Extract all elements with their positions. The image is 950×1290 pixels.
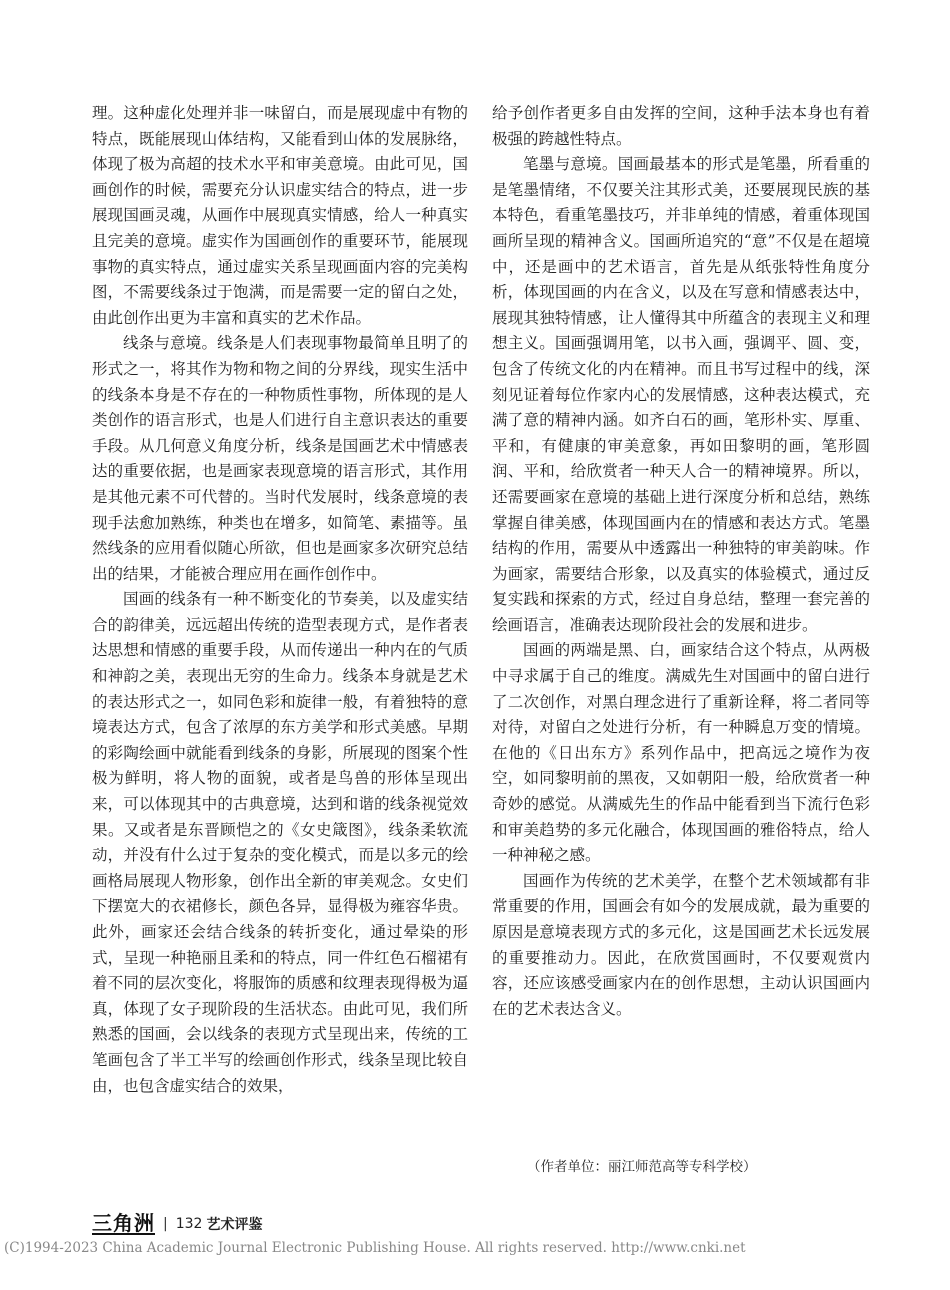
journal-logo: 三角洲	[92, 1211, 155, 1235]
right-column	[492, 101, 870, 1022]
author-affiliation: （作者单位：丽江师范高等专科学校）	[527, 1159, 757, 1175]
left-paragraph-3: 国画的线条有一种不断变化的节奏美，以及虚实结合的韵律美，远远超出传统的造型表现方式，是作者表达思想和情感的重要手段，从而传递出一种内在的气质和神韵之美，表现出无穷的生命力。线条本身就是艺术的表达形式之一，如同色彩和旋律一般，有着独特的意境表达方式，包含了浓厚的东方美学和形式美感。早期的彩陶绘画中就能看到线条的身影，所展现的图案个性极为鲜明，将人物的面貌，或者是鸟兽的形体呈现出来，可以体现其中的古典意境，达到和谐的线条视觉效果。又或者是东晋顾恺之的《女史箴图》，线条柔软流动，并没有什么过于复杂的变化模式，而是以多元的绘画格局展现人物形象，创作出全新的审美观念。女史们下摆宽大的衣裙修长，颜色各异，显得极为雍容华贵。此外，画家还会结合线条的转折变化，通过晕染的形式，呈现一种艳丽且柔和的特点，同一件红色石榴裙有着不同的层次变化，将服饰的质感和纹理表现得极为逼真，体现了女子现阶段的生活状态。由此可见，我们所熟悉的国画，会以线条的表现方式呈现出来，传统的工笔画包含了半工半写的绘画创作形式，线条呈现比较自由，也包含虚实结合的效果，	[92, 590, 468, 1095]
right-paragraph-1: 给予创作者更多自由发挥的空间，这种手法本身也有着极强的跨越性特点。	[492, 104, 870, 148]
left-paragraph-1: 理。这种虚化处理并非一味留白，而是展现虚中有物的特点，既能展现山体结构，又能看到山体的发展脉络，体现了极为高超的技术水平和审美意境。由此可见，国画创作的时候，需要充分认识虚实结合的特点，进一步展现国画灵魂，从画作中展现真实情感，给人一种真实且完美的意境。虚实作为国画创作的重要环节，能展现事物的真实特点，通过虚实关系呈现画面内容的完美构图，不需要线条过于饱满，而是需要一定的留白之处，由此创作出更为丰富和真实的艺术作品。	[92, 104, 468, 327]
page-footer	[92, 1213, 262, 1235]
footer-separator: |	[163, 1216, 168, 1232]
left-paragraph-2: 线条与意境。线条是人们表现事物最简单且明了的形式之一，将其作为物和物之间的分界线，现实生活中的线条本身是不存在的一种物质性事物，所体现的是人类创作的语言形式，也是人们进行自主意识表达的重要手段。从几何意义角度分析，线条是国画艺术中情感表达的重要依据，也是画家表现意境的语言形式，其作用是其他元素不可代替的。当时代发展时，线条意境的表现手法愈加熟练，种类也在增多，如简笔、素描等。虽然线条的应用看似随心所欲，但也是画家多次研究总结出的结果，才能被合理应用在画作创作中。	[92, 334, 468, 583]
journal-name: 艺术评鉴	[206, 1217, 263, 1233]
copyright-watermark: (C)1994-2023 China Academic Journal Electronic Publishing House. All rights reserved. http://www.cnki.net	[4, 1240, 746, 1256]
page-number: 132	[175, 1216, 203, 1232]
right-paragraph-2: 笔墨与意境。国画最基本的形式是笔墨，所看重的是笔墨情绪，不仅要关注其形式美，还要展现民族的基本特色，看重笔墨技巧，并非单纯的情感，着重体现国画所呈现的精神含义。国画所追究的“意”不仅是在超境中，还是画中的艺术语言，首先是从纸张特性角度分析，体现国画的内在含义，以及在写意和情感表达中，展现其独特情感，让人懂得其中所蕴含的表现主义和理想主义。国画强调用笔，以书入画，强调平、圆、变，包含了传统文化的内在精神。而且书写过程中的线，深刻见证着每位作家内心的发展情感，这种表达模式，充满了意的精神内涵。如齐白石的画，笔形朴实、厚重、平和，有健康的审美意象，再如田黎明的画，笔形圆润、平和，给欣赏者一种天人合一的精神境界。所以，还需要画家在意境的基础上进行深度分析和总结，熟练掌握自律美感，体现国画内在的情感和表达方式。笔墨结构的作用，需要从中透露出一种独特的审美韵味。作为画家，需要结合形象，以及真实的体验模式，通过反复实践和探索的方式，经过自身总结，整理一套完善的绘画语言，准确表达现阶段社会的发展和进步。	[492, 155, 870, 634]
left-column	[92, 101, 468, 1099]
right-paragraph-4: 国画作为传统的艺术美学，在整个艺术领域都有非常重要的作用，国画会有如今的发展成就，最为重要的原因是意境表现方式的多元化，这是国画艺术长远发展的重要推动力。因此，在欣赏国画时，不仅要观赏内容，还应该感受画家内在的创作思想，主动认识国画内在的艺术表达含义。	[492, 871, 870, 1018]
right-paragraph-3: 国画的两端是黑、白，画家结合这个特点，从两极中寻求属于自己的维度。满威先生对国画中的留白进行了二次创作，对黑白理念进行了重新诠释，将二者同等对待，对留白之处进行分析，有一种瞬息万变的情境。在他的《日出东方》系列作品中，把高远之境作为夜空，如同黎明前的黑夜，又如朝阳一般，给欣赏者一种奇妙的感觉。从满威先生的作品中能看到当下流行色彩和审美趋势的多元化融合，体现国画的雅俗特点，给人一种神秘之感。	[492, 641, 870, 865]
